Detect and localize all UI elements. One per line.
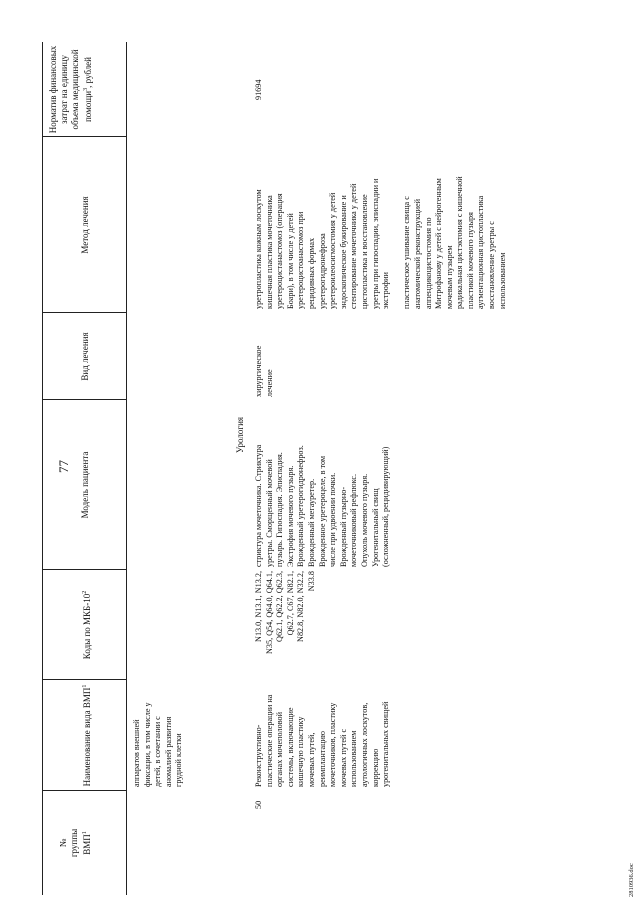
row-method: уретропластика кожным лоскутом кишечная пластика мочеточника уретероцистанастомоз (операция Боари), в том числе у детей уретероцистоанастомоз при рецидивных формах уретерогидронефроза уретероилеосигмостомия у детей эндоскопическое бужирование и стентирование мочеточника у детей цистопластика и восстановление уретры при гипоспадии, эписпадии и экстрофии пластическое ушивание свища с анатомической реконструкцией аппендикоцистостомия по Митрофанову у детей с нейрогенным мочевым пузырем радикальная цистэктомия с кишечной пластикой мочевого пузыря аугментационная цистопластика восстановление уретры с использованием: [254, 176, 507, 309]
header-norm: Норматив финансовых затрат на единицу объема медицинской помощи$^3$, рублей: [48, 45, 93, 134]
row-codes: N13.0, N13.1, N13.2, N35, Q54, Q64.0, Q64.1, Q62.1, Q62.2, Q62.3, Q62.7, C67, N82.1, N82.8, N82.0, N32.2, N33.8: [254, 571, 316, 655]
header-name: Наименование вида ВМП$^1$: [82, 684, 92, 787]
row-group-number: 50: [254, 800, 263, 809]
row-model: стриктура мочеточника. Стриктура уретры. Сморщенный мочевой пузырь. Гипоспадия. Эписпадия. Экстрофия мочевого пузыря. Врожденный уретерогидронефроз. Врожденный мегауретер. Врожденное уретероцеле, в том числе при удвоении почки. Врожденный пузырно- мочеточниковый рефлюкс. Опухоль мочевого пузыря. Урогенитальный свищ (осложненный, рецидивирующий): [254, 444, 391, 567]
header-codes: Коды по МКБ-$10^2$: [82, 590, 92, 660]
row-kind: хирургическое лечение: [254, 345, 274, 397]
header-bottom-border: [126, 42, 127, 895]
page-number: 77: [56, 460, 71, 473]
row-name: Реконструктивно- пластические операции на органах мочеполовой системы, включающие кишечную пластику мочевых путей, реимплантацию мочеточников, пластику мочевых путей с использованием аутологичных лоскутов, коррекцию урогенитальных свищей: [254, 694, 391, 787]
continuation-name: аппаратов внешней фиксации, в том числе у детей, в сочетании с аномалией развития грудной клетки: [132, 702, 184, 787]
footer-code: 2810936.doc: [628, 863, 635, 897]
header-method: Метод лечения: [80, 196, 90, 254]
header-kind: Вид лечения: [80, 332, 90, 381]
section-title: Урология: [235, 416, 245, 454]
header-model: Модель пациента: [80, 451, 90, 519]
row-norm: 91694: [254, 79, 263, 100]
header-group: № группы ВМП$^1$: [58, 828, 92, 858]
table-top-border: [42, 42, 43, 895]
